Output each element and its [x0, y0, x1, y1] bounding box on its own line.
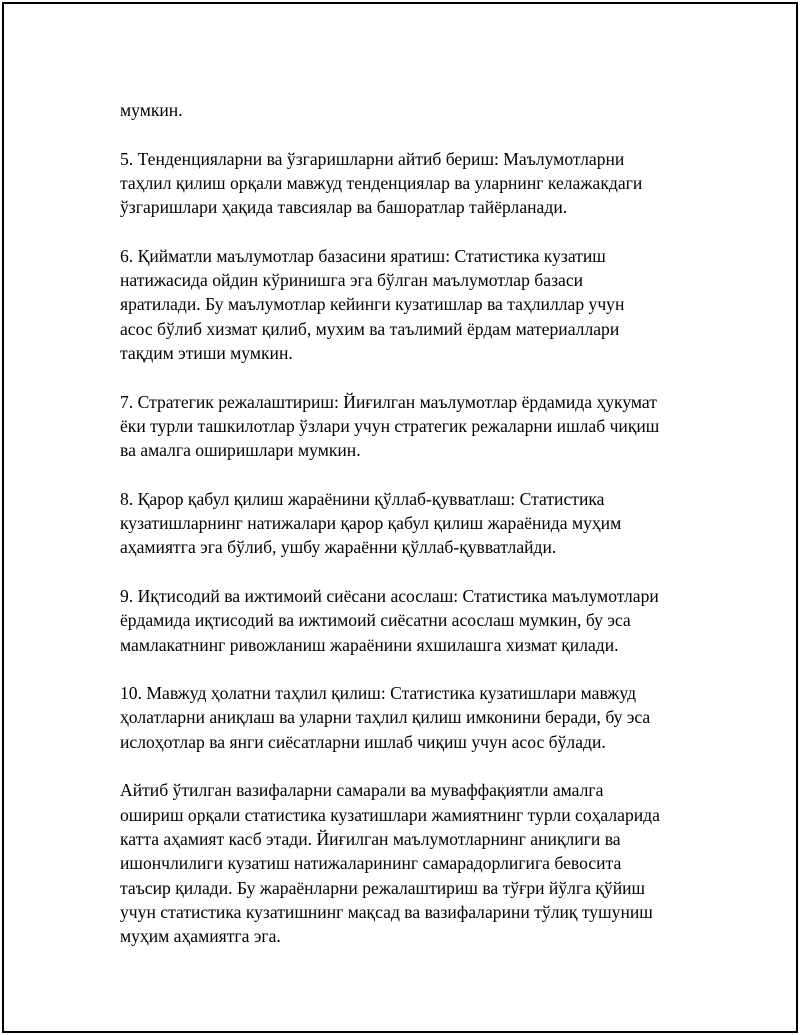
text-line: 7. Стратегик режалаштириш: Йиғилган маълумотлар ёрдамида ҳукумат: [120, 391, 657, 412]
document-body: [120, 98, 710, 973]
text-line: ислоҳотлар ва янги сиёсатларни ишлаб чиқиш учун асос бўлади.: [120, 731, 606, 752]
text-line: таъсир қилади. Бу жараёнларни режалаштириш ва тўғри йўлга қўйиш: [120, 877, 646, 898]
text-line: мумкин.: [120, 100, 183, 120]
text-line: ошириш орқали статистика кузатишлари жамиятнинг турли соҳаларида: [120, 804, 660, 825]
text-line: таҳлил қилиш орқали мавжуд тенденциялар ва уларнинг келажакдаги: [120, 172, 643, 193]
text-line: 8. Қарор қабул қилиш жараёнини қўллаб-қувватлаш: Статистика: [120, 488, 605, 509]
text-line: ёки турли ташкилотлар ўзлари учун стратегик режаларни ишлаб чиқиш: [120, 415, 660, 436]
text-line: учун статистика кузатишнинг мақсад ва вазифаларини тўлиқ тушуниш: [120, 901, 653, 922]
text-line: ўзгаришлари ҳақида тавсиялар ва башоратлар тайёрланади.: [120, 197, 568, 218]
text-line: ва амалга оширишлари мумкин.: [120, 440, 361, 461]
text-line: асос бўлиб хизмат қилиб, мухим ва таълимий ёрдам материаллари: [120, 318, 620, 339]
text-line: 6. Қийматли маълумотлар базасини яратиш: Статистика кузатиш: [120, 245, 606, 266]
text-line: тақдим этиши мумкин.: [120, 342, 293, 363]
text-line: кузатишларнинг натижалари қарор қабул қилиш жараёнида муҳим: [120, 513, 622, 534]
paragraph-item-8: [120, 487, 710, 560]
text-line: мамлакатнинг ривожланиш жараёнини яхшилашга хизмат қилади.: [120, 634, 619, 655]
paragraph-item-5: [120, 147, 710, 220]
paragraph-item-7: [120, 390, 710, 463]
document-page: [2, 2, 798, 1033]
paragraph-continuation: [120, 98, 710, 122]
text-line: ёрдамида иқтисодий ва ижтимоий сиёсатни асослаш мумкин, бу эса: [120, 610, 631, 631]
text-line: 9. Иқтисодий ва ижтимоий сиёсани асослаш: Статистика маълумотлари: [120, 585, 659, 606]
text-line: натижасида ойдин кўринишга эга бўлган маълумотлар базаси: [120, 270, 584, 291]
paragraph-item-10: [120, 681, 710, 754]
text-line: ишончлилиги кузатиш натижаларининг самарадорлигига бевосита: [120, 853, 622, 874]
paragraph-item-6: [120, 244, 710, 365]
text-line: 5. Тенденцияларни ва ўзгаришларни айтиб бериш: Маълумотларни: [120, 148, 625, 169]
paragraph-item-9: [120, 584, 710, 657]
text-line: Айтиб ўтилган вазифаларни самарали ва муваффақиятли амалга: [120, 780, 604, 801]
text-line: катта аҳамият касб этади. Йиғилган маълумотларнинг аниқлиги ва: [120, 828, 621, 849]
text-line: 10. Мавжуд ҳолатни таҳлил қилиш: Статистика кузатишлари мавжуд: [120, 683, 637, 704]
text-line: ҳолатларни аниқлаш ва уларни таҳлил қилиш имконини беради, бу эса: [120, 707, 651, 728]
text-line: аҳамиятга эга бўлиб, ушбу жараённи қўллаб-қувватлайди.: [120, 537, 557, 558]
text-line: яратилади. Бу маълумотлар кейинги кузатишлар ва таҳлиллар учун: [120, 294, 625, 315]
paragraph-conclusion: [120, 778, 710, 948]
text-line: муҳим аҳамиятга эга.: [120, 926, 281, 947]
